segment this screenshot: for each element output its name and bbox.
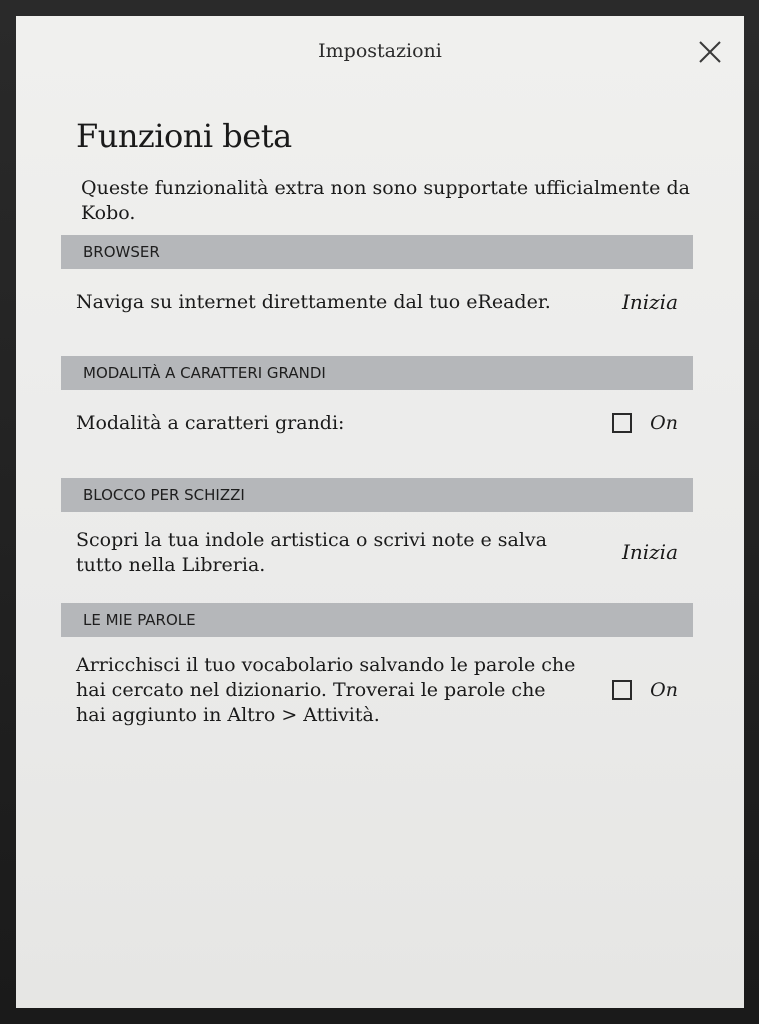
section-header-my-words: LE MIE PAROLE (61, 603, 693, 637)
sketchpad-start-button[interactable]: Inizia (621, 540, 678, 564)
large-font-toggle-label: On (650, 412, 678, 434)
browser-description: Naviga su internet direttamente dal tuo eReader. (76, 291, 551, 313)
page-title: Funzioni beta (76, 117, 292, 155)
settings-screen (16, 16, 744, 1008)
header-title: Impostazioni (318, 40, 442, 62)
section-header-sketchpad: BLOCCO PER SCHIZZI (61, 478, 693, 512)
section-header-large-font: MODALITÀ A CARATTERI GRANDI (61, 356, 693, 390)
my-words-description: Arricchisci il tuo vocabolario salvando le parole che hai cercato nel dizionario. Troverai le parole che hai aggiunto in Altro > Attività. (76, 654, 576, 726)
close-icon (698, 40, 722, 64)
browser-start-button[interactable]: Inizia (621, 290, 678, 314)
my-words-checkbox[interactable] (612, 680, 632, 700)
large-font-toggle[interactable] (612, 412, 678, 434)
my-words-toggle[interactable] (612, 679, 678, 701)
close-button[interactable] (698, 40, 722, 64)
intro-text: Queste funzionalità extra non sono supportate ufficialmente da Kobo. (81, 177, 690, 224)
large-font-label: Modalità a caratteri grandi: (76, 412, 345, 434)
my-words-toggle-label: On (650, 679, 678, 701)
section-header-browser: BROWSER (61, 235, 693, 269)
large-font-checkbox[interactable] (612, 413, 632, 433)
sketchpad-description: Scopri la tua indole artistica o scrivi note e salva tutto nella Libreria. (76, 529, 547, 576)
